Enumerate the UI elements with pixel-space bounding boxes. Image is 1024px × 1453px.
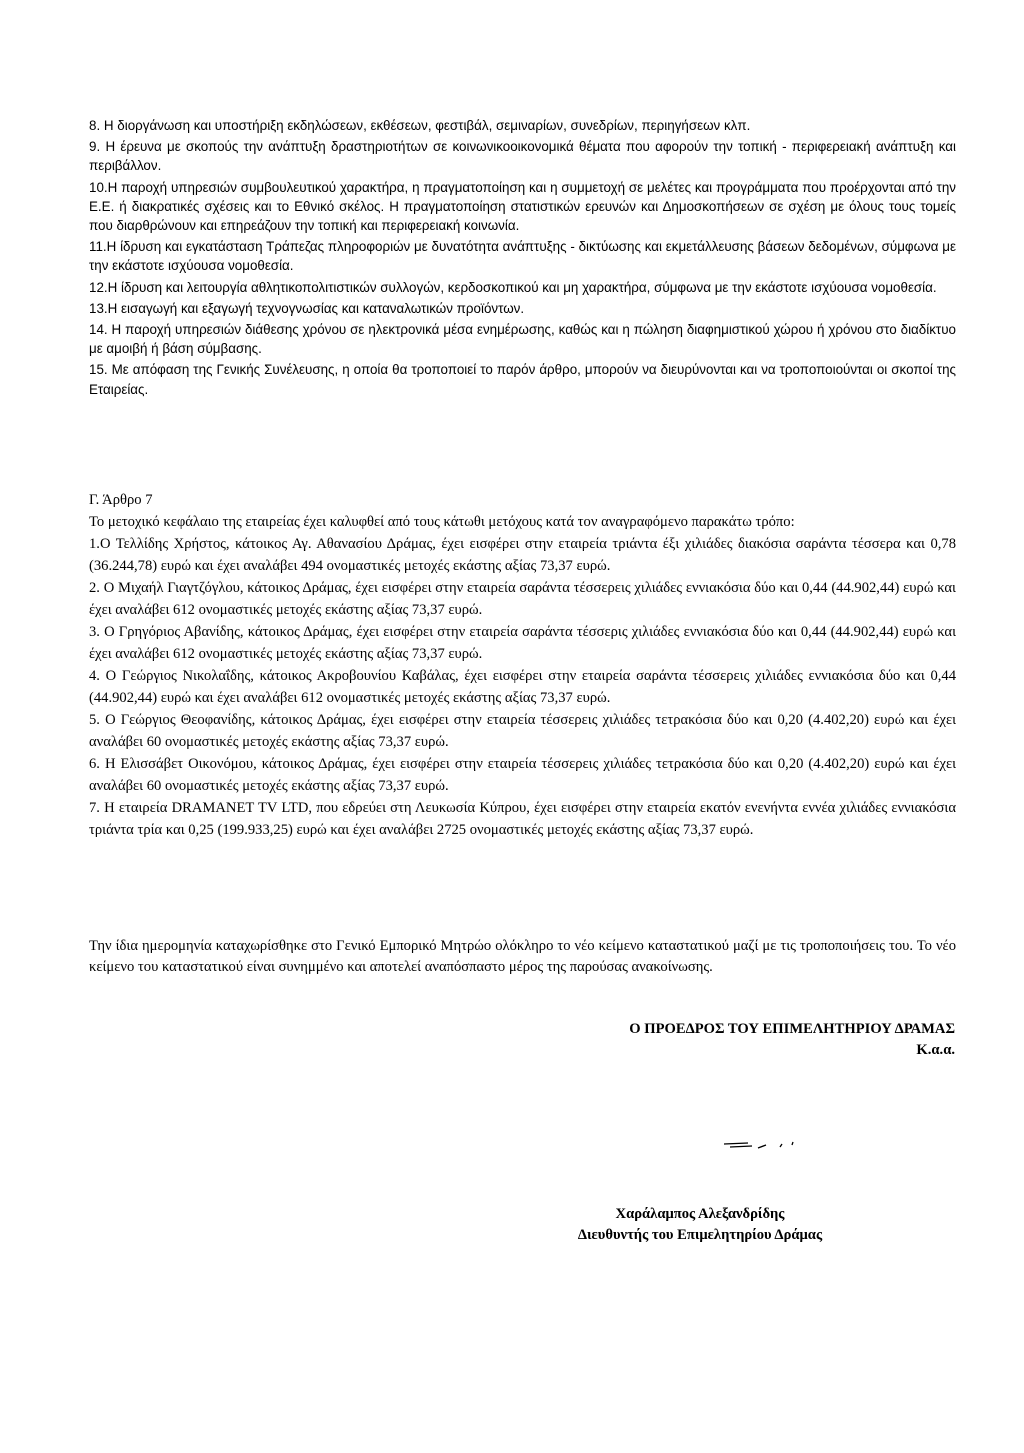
deputy-line: Κ.α.α. bbox=[916, 1042, 955, 1058]
list-item: 14. Η παροχή υπηρεσιών διάθεσης χρόνου σε ηλεκτρονικά μέσα ενημέρωσης, καθώς και η πώληση διαφημιστικού χώρου ή χρόνου στο διαδίκτυο με αμοιβή ή βάση σύμβασης. bbox=[89, 322, 956, 357]
shareholder-item: 5. Ο Γεώργιος Θεοφανίδης, κάτοικος Δράμας, έχει εισφέρει στην εταιρεία τέσσερεις χιλιάδες τετρακόσια δύο και 0,20 (4.402,20) ευρώ και έχει αναλάβει 60 ονομαστικές μετοχές εκάστης αξίας 73,37 ευρώ. bbox=[89, 712, 956, 750]
list-item: 8. Η διοργάνωση και υποστήριξη εκδηλώσεων, εκθέσεων, φεστιβάλ, σεμιναρίων, συνεδρίων, περιηγήσεων κλπ. bbox=[89, 118, 751, 133]
shareholder-item: 3. Ο Γρηγόριος Αβανίδης, κάτοικος Δράμας, έχει εισφέρει στην εταιρεία σαράντα τέσσερις χιλιάδες εννιακόσια δύο και 0,44 (44.902,44) ευρώ και έχει αναλάβει 612 ονομαστικές μετοχές εκάστης αξίας 73,37 ευρώ. bbox=[89, 624, 956, 662]
shareholder-item: 7. Η εταιρεία DRAMANET TV LTD, που εδρεύει στη Λευκωσία Κύπρου, έχει εισφέρει στην εταιρεία εκατόν ενενήντα εννέα χιλιάδες εννιακόσια τριάντα τρία και 0,25 (199.933,25) ευρώ και έχει αναλάβει 2725 ονομαστικές μετοχές εκάστης αξίας 73,37 ευρώ. bbox=[89, 800, 956, 838]
list-item: 12.Η ίδρυση και λειτουργία αθλητικοπολιτιστικών συλλογών, κερδοσκοπικού και μη χαρακτήρα, σύμφωνα με την εκάστοτε ισχύουσα νομοθεσία. bbox=[89, 279, 937, 295]
shareholder-item: 6. Η Ελισσάβετ Οικονόμου, κάτοικος Δράμας, έχει εισφέρει στην εταιρεία τέσσερεις χιλιάδες τετρακόσια δύο και 0,20 (4.402,20) ευρώ και έχει αναλάβει 60 ονομαστικές μετοχές εκάστης αξίας 73,37 ευρώ. bbox=[89, 756, 956, 794]
signature-signer bbox=[470, 1204, 930, 1246]
shareholder-item: 2. Ο Μιχαήλ Γιαγτζόγλου, κάτοικος Δράμας, έχει εισφέρει στην εταιρεία σαράντα τέσσερεις χιλιάδες εννιακόσια δύο και 0,44 (44.902,44) ευρώ και έχει αναλάβει 612 ονομαστικές μετοχές εκάστης αξίας 73,37 ευρώ. bbox=[89, 580, 956, 618]
objectives-list bbox=[89, 116, 956, 401]
article-intro: Το μετοχικό κεφάλαιο της εταιρείας έχει καλυφθεί από τους κάτωθι μετόχους κατά τον αναγραφόμενο παρακάτω τρόπο: bbox=[89, 514, 795, 530]
list-item: 11.Η ίδρυση και εγκατάσταση Τράπεζας πληροφοριών με δυνατότητα ανάπτυξης - δικτύωσης και εκμετάλλευσης βάσεων δεδομένων, σύμφωνα με την εκάστοτε ισχύουσα νομοθεσία. bbox=[89, 239, 956, 274]
article-section bbox=[89, 489, 956, 841]
list-item: 10.Η παροχή υπηρεσιών συμβουλευτικού χαρακτήρα, η πραγματοποίηση και η συμμετοχή σε μελέτες και προγράμματα που προέρχονται από την Ε.Ε. ή διακρατικές σχέσεις και το Εθνικό σκέλος. Η πραγματοποίηση στατιστικών ερευνών και Δημοσκοπήσεων σε σχέση με όλους τους τομείς που διαρθρώνουν και επηρεάζουν την τοπική και περιφερειακή κοινωνία. bbox=[89, 179, 956, 234]
closing-paragraph bbox=[89, 936, 956, 978]
authority-line: Ο ΠΡΟΕΔΡΟΣ ΤΟΥ ΕΠΙΜΕΛΗΤΗΡΙΟΥ ΔΡΑΜΑΣ bbox=[629, 1021, 955, 1037]
closing-text: Την ίδια ημερομηνία καταχωρίσθηκε στο Γενικό Εμπορικό Μητρώο ολόκληρο το νέο κείμενο καταστατικού μαζί με τις τροποποιήσεις του. Το νέο κείμενο του καταστατικού είναι συνημμένο και αποτελεί αναπόσπαστο μέρος της παρούσας ανακοίνωσης. bbox=[89, 938, 956, 975]
list-item: 13.Η εισαγωγή και εξαγωγή τεχνογνωσίας και καταναλωτικών προϊόντων. bbox=[89, 300, 525, 316]
signature-authority bbox=[430, 1019, 955, 1061]
signature-scribble bbox=[722, 1138, 812, 1152]
list-item: 9. Η έρευνα με σκοπούς την ανάπτυξη δραστηριοτήτων σε κοινωνικοοικονομικά θέματα που αφορούν την τοπική - περιφερειακή ανάπτυξη και περιβάλλον. bbox=[89, 139, 956, 174]
list-item: 15. Με απόφαση της Γενικής Συνέλευσης, η οποία θα τροποποιεί το παρόν άρθρο, μπορούν να διευρύνονται και να τροποποιούνται οι σκοποί της Εταιρείας. bbox=[89, 362, 956, 397]
shareholder-item: 4. Ο Γεώργιος Νικολαΐδης, κάτοικος Ακροβουνίου Καβάλας, έχει εισφέρει στην εταιρεία σαράντα τέσσερεις χιλιάδες εννιακόσια δύο και 0,44 (44.902,44) ευρώ και έχει αναλάβει 612 ονομαστικές μετοχές εκάστης αξίας 73,37 ευρώ. bbox=[89, 668, 956, 706]
signer-title: Διευθυντής του Επιμελητηρίου Δράμας bbox=[577, 1227, 823, 1243]
signer-name: Χαράλαμπος Αλεξανδρίδης bbox=[615, 1206, 785, 1222]
shareholder-item: 1.Ο Τελλίδης Χρήστος, κάτοικος Αγ. Αθανασίου Δράμας, έχει εισφέρει στην εταιρεία τριάντα έξι χιλιάδες διακόσια σαράντα τέσσερα και 0,78 (36.244,78) ευρώ και έχει αναλάβει 494 ονομαστικές μετοχές εκάστης αξίας 73,37 ευρώ. bbox=[89, 536, 956, 574]
section-heading: Γ. Άρθρο 7 bbox=[89, 492, 153, 508]
